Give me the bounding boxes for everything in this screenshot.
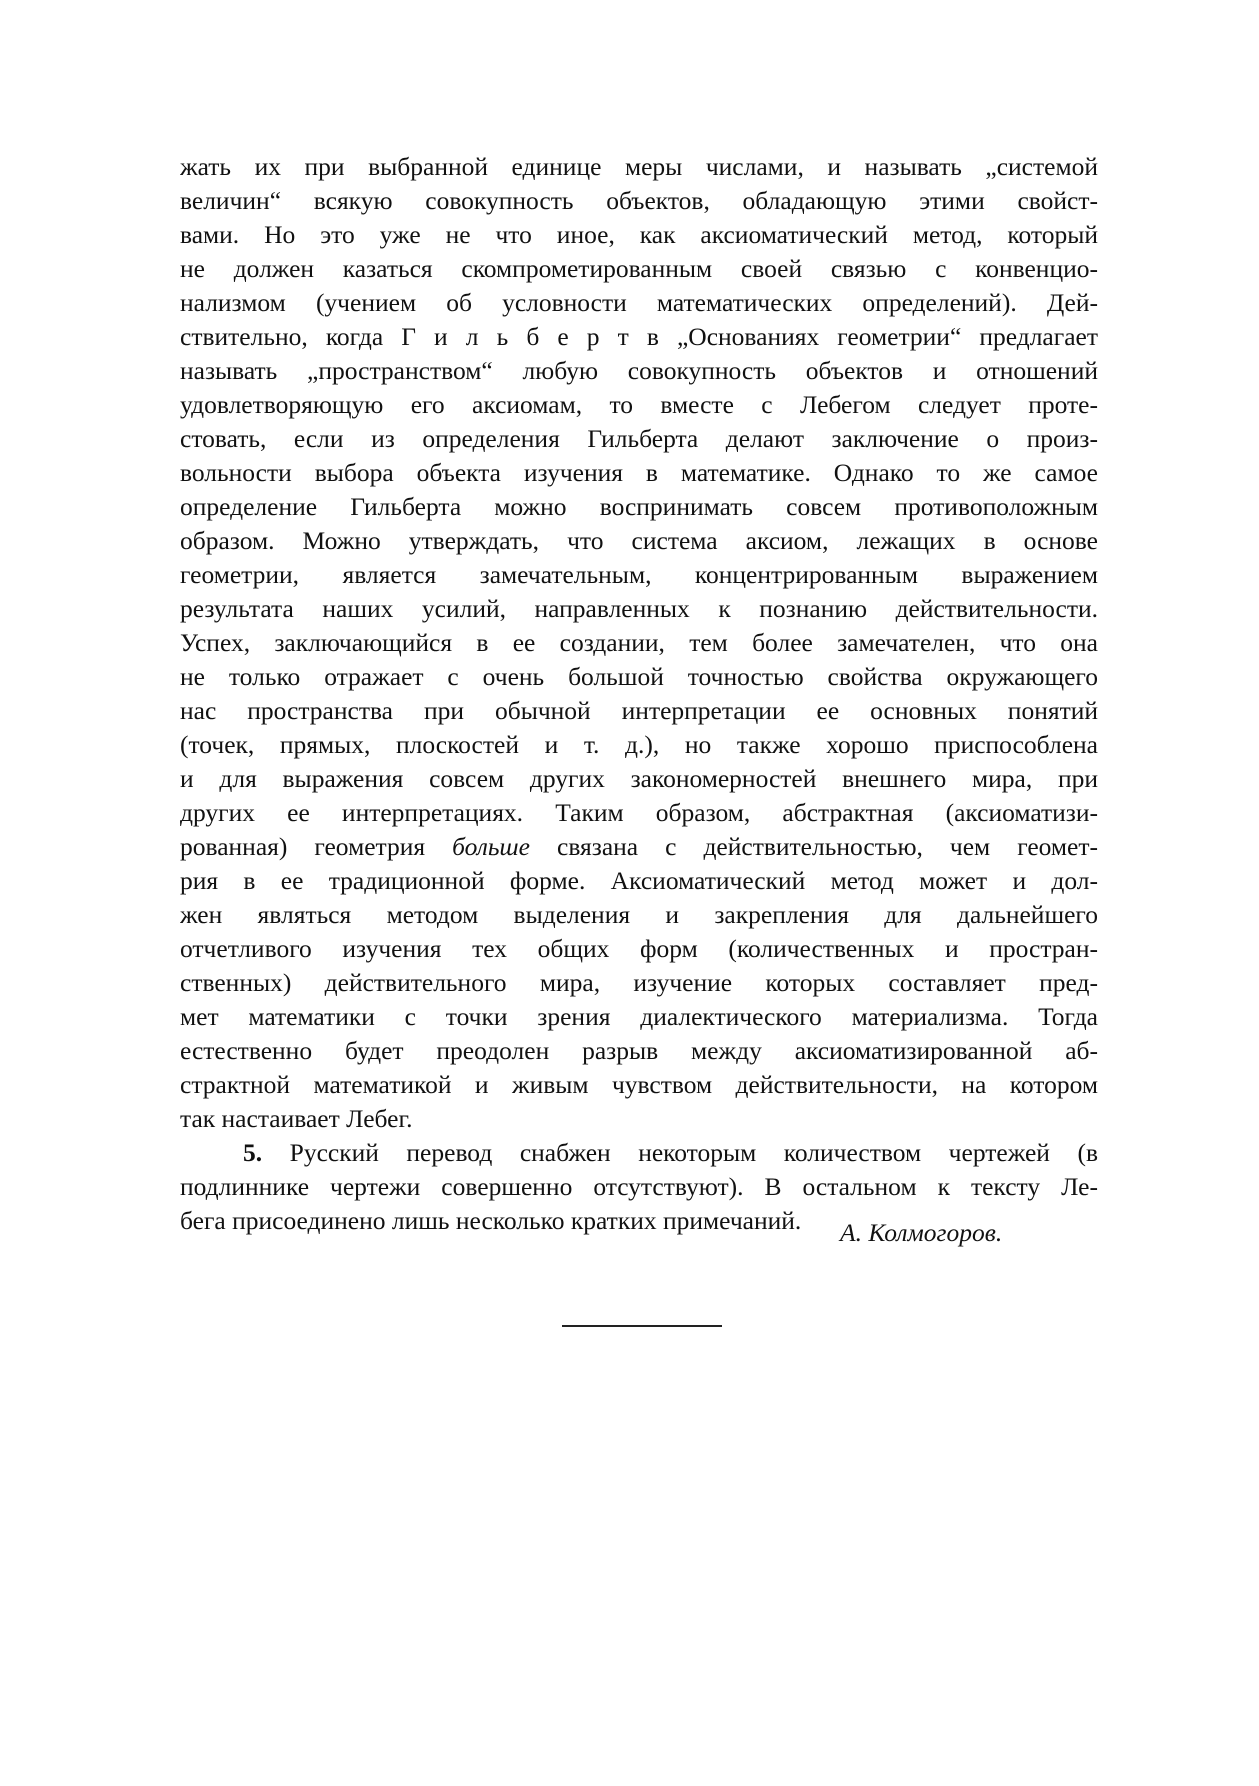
emphasized-word: больше bbox=[452, 832, 531, 861]
text-line: жен являться методом выделения и закрепления для дальнейшего bbox=[180, 900, 1098, 929]
text-line: стовать, если из определения Гильберта делают заключение о произ- bbox=[180, 424, 1098, 453]
text-fragment: рованная) геометрия bbox=[180, 832, 453, 861]
paragraph-5-first-line bbox=[180, 1136, 1098, 1170]
text-line: образом. Можно утверждать, что система аксиом, лежащих в основе bbox=[180, 526, 1098, 555]
text-line: мет математики с точки зрения диалектического материализма. Тогда bbox=[180, 1002, 1098, 1031]
text-line: нализмом (учением об условности математических определений). Дей- bbox=[180, 288, 1098, 317]
text-line: Успех, заключающийся в ее создании, тем более замечателен, что она bbox=[180, 628, 1098, 657]
section-number: 5. bbox=[243, 1138, 263, 1167]
text-line: естественно будет преодолен разрыв между аксиоматизированной аб- bbox=[180, 1036, 1098, 1065]
text-line: геометрии, является замечательным, концентрированным выражением bbox=[180, 560, 1098, 589]
text-line: и для выражения совсем других закономерностей внешнего мира, при bbox=[180, 764, 1098, 793]
author-signature: А. Колмогоров. bbox=[840, 1218, 1003, 1247]
text-line: определение Гильберта можно воспринимать совсем противоположным bbox=[180, 492, 1098, 521]
text-line: удовлетворяющую его аксиомам, то вместе с Лебегом следует проте- bbox=[180, 390, 1098, 419]
text-line: других ее интерпретациях. Таким образом, абстрактная (аксиоматизи- bbox=[180, 798, 1098, 827]
end-rule-divider bbox=[562, 1325, 722, 1327]
text-line: жать их при выбранной единице меры числами, и называть „системой bbox=[180, 152, 1098, 181]
body-text bbox=[180, 150, 1098, 1238]
text-line: ственных) действительного мира, изучение которых составляет пред- bbox=[180, 968, 1098, 997]
text-fragment: Русский перевод снабжен некоторым количеством чертежей (в bbox=[262, 1138, 1098, 1167]
text-line: ствительно, когда Г и л ь б е р т в „Основаниях геометрии“ предлагает bbox=[180, 322, 1098, 351]
text-line: бега присоединено лишь несколько кратких примечаний. bbox=[180, 1206, 802, 1235]
text-line: рия в ее традиционной форме. Аксиоматический метод может и дол- bbox=[180, 866, 1098, 895]
text-line: страктной математикой и живым чувством действительности, на котором bbox=[180, 1070, 1098, 1099]
text-line: подлиннике чертежи совершенно отсутствуют). В остальном к тексту Ле- bbox=[180, 1172, 1098, 1201]
text-line: вольности выбора объекта изучения в математике. Однако то же самое bbox=[180, 458, 1098, 487]
text-line: результата наших усилий, направленных к познанию действительности. bbox=[180, 594, 1098, 623]
text-line: (точек, прямых, плоскостей и т. д.), но также хорошо приспособлена bbox=[180, 730, 1098, 759]
text-line: так настаивает Лебег. bbox=[180, 1104, 413, 1133]
text-line: величин“ всякую совокупность объектов, обладающую этими свойст- bbox=[180, 186, 1098, 215]
text-line: нас пространства при обычной интерпретации ее основных понятий bbox=[180, 696, 1098, 725]
text-fragment: связана с действительностью, чем геомет- bbox=[530, 832, 1098, 861]
text-line-with-emphasis bbox=[180, 830, 1098, 864]
text-line: вами. Но это уже не что иное, как аксиоматический метод, который bbox=[180, 220, 1098, 249]
text-line: отчетливого изучения тех общих форм (количественных и простран- bbox=[180, 934, 1098, 963]
text-line: называть „пространством“ любую совокупность объектов и отношений bbox=[180, 356, 1098, 385]
text-line: не должен казаться скомпрометированным своей связью с конвенцио- bbox=[180, 254, 1098, 283]
text-line: не только отражает с очень большой точностью свойства окружающего bbox=[180, 662, 1098, 691]
